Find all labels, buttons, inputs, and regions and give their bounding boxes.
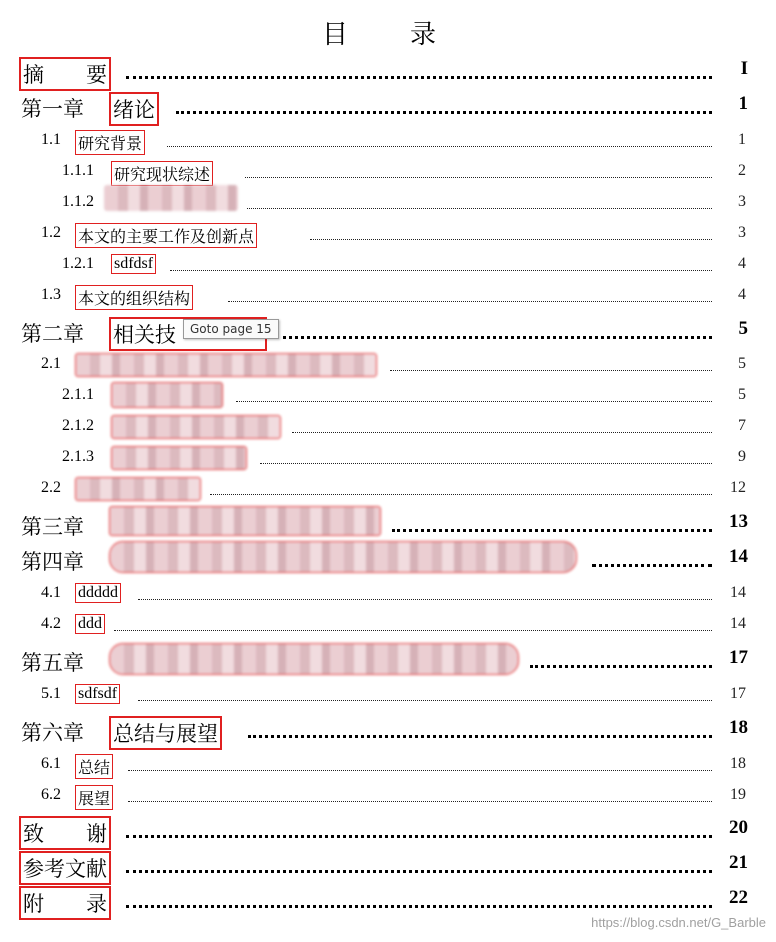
toc-link-text[interactable]: 摘 要 — [19, 57, 111, 91]
page-number: 17 — [730, 685, 746, 702]
redacted-text — [104, 185, 238, 211]
toc-entry-abstract[interactable] — [0, 57, 776, 87]
toc-link-text[interactable]: ddd — [75, 614, 105, 634]
page-number: 18 — [729, 717, 748, 738]
page-number: 19 — [730, 786, 746, 803]
toc-link-text[interactable]: 本文的组织结构 — [75, 285, 193, 310]
toc-entry-4-1[interactable] — [0, 584, 776, 614]
toc-entry-chapter-5[interactable] — [0, 646, 776, 676]
page-number: 5 — [738, 318, 748, 339]
toc-link-text[interactable]: 展望 — [75, 785, 113, 810]
page-number: 5 — [738, 386, 746, 403]
toc-entry-acknowledgements[interactable] — [0, 816, 776, 846]
dot-leader — [592, 564, 712, 567]
toc-entry-2-2[interactable] — [0, 479, 776, 509]
toc-link-text[interactable]: sdfsdf — [75, 684, 120, 704]
page-number: 14 — [730, 615, 746, 632]
page-number: 14 — [729, 546, 748, 567]
toc-entry-6-2[interactable] — [0, 786, 776, 816]
dot-leader — [114, 630, 712, 631]
section-label: 1.1.1 — [62, 162, 94, 179]
page-number: 4 — [738, 255, 746, 272]
page-number: 20 — [729, 817, 748, 838]
section-label: 1.3 — [41, 286, 61, 303]
dot-leader — [310, 239, 712, 240]
dot-leader — [236, 401, 712, 402]
toc-entry-1-2-1[interactable] — [0, 255, 776, 285]
toc-entry-1-1-2[interactable] — [0, 193, 776, 223]
page-number: 21 — [729, 852, 748, 873]
dot-leader — [530, 665, 712, 668]
redacted-text — [109, 506, 381, 536]
section-label: 2.1.1 — [62, 386, 94, 403]
page-number: 3 — [738, 224, 746, 241]
toc-link-text[interactable]: 相关技 — [109, 317, 267, 351]
section-label: 2.1.3 — [62, 448, 94, 465]
page-number: 1 — [738, 93, 748, 114]
page-number: 17 — [729, 647, 748, 668]
dot-leader — [228, 301, 712, 302]
toc-link-text[interactable]: 总结与展望 — [109, 716, 222, 750]
dot-leader — [128, 801, 712, 802]
dot-leader — [292, 432, 712, 433]
redacted-text — [109, 643, 519, 675]
dot-leader — [260, 463, 712, 464]
dot-leader — [248, 735, 712, 738]
redacted-text — [111, 382, 223, 408]
toc-entry-references[interactable] — [0, 851, 776, 881]
page-number: 5 — [738, 355, 746, 372]
redacted-text — [75, 353, 377, 377]
toc-link-text[interactable]: 研究背景 — [75, 130, 145, 155]
chapter-label: 第五章 — [21, 651, 84, 675]
toc-entry-6-1[interactable] — [0, 755, 776, 785]
page-number: 1 — [738, 131, 746, 148]
dot-leader — [138, 599, 712, 600]
section-label: 4.1 — [41, 584, 61, 601]
toc-link-text[interactable]: 研究现状综述 — [111, 161, 213, 186]
toc-entry-5-1[interactable] — [0, 685, 776, 715]
toc-entry-2-1-2[interactable] — [0, 417, 776, 447]
toc-entry-chapter-1[interactable] — [0, 92, 776, 122]
toc-link-text[interactable]: 致 谢 — [19, 816, 111, 850]
page-number: 14 — [730, 584, 746, 601]
watermark: https://blog.csdn.net/G_Barble — [591, 915, 766, 930]
toc-link-text[interactable]: 附 录 — [19, 886, 111, 920]
toc-entry-2-1-3[interactable] — [0, 448, 776, 478]
dot-leader — [176, 111, 712, 114]
section-label: 6.2 — [41, 786, 61, 803]
dot-leader — [210, 494, 712, 495]
dot-leader — [128, 770, 712, 771]
section-label: 1.1.2 — [62, 193, 94, 210]
dot-leader — [170, 270, 712, 271]
toc-link-text[interactable]: 绪论 — [109, 92, 159, 126]
page-number: 7 — [738, 417, 746, 434]
section-label: 1.1 — [41, 131, 61, 148]
section-label: 4.2 — [41, 615, 61, 632]
section-label: 1.2.1 — [62, 255, 94, 272]
toc-entry-4-2[interactable] — [0, 615, 776, 645]
redacted-text — [111, 446, 247, 470]
toc-title: 目 录 — [321, 20, 454, 50]
dot-leader — [276, 336, 712, 339]
redacted-text — [111, 415, 281, 439]
toc-entry-1-2[interactable] — [0, 224, 776, 254]
dot-leader — [167, 146, 712, 147]
chapter-label: 第三章 — [21, 515, 84, 539]
section-label: 2.1.2 — [62, 417, 94, 434]
toc-link-text[interactable]: 总结 — [75, 754, 113, 779]
section-label: 2.2 — [41, 479, 61, 496]
goto-page-tooltip: Goto page 15 — [183, 319, 279, 339]
dot-leader — [126, 76, 712, 79]
dot-leader — [247, 208, 712, 209]
toc-entry-chapter-3[interactable] — [0, 510, 776, 540]
section-label: 2.1 — [41, 355, 61, 372]
page-number: 9 — [738, 448, 746, 465]
dot-leader — [138, 700, 712, 701]
page-number: 13 — [729, 511, 748, 532]
page-number: 12 — [730, 479, 746, 496]
toc-entry-chapter-4[interactable] — [0, 545, 776, 575]
redacted-text — [75, 477, 201, 501]
dot-leader — [126, 870, 712, 873]
chapter-label: 第四章 — [21, 550, 84, 574]
toc-link-text[interactable]: ddddd — [75, 583, 121, 603]
toc-link-text[interactable]: 本文的主要工作及创新点 — [75, 223, 257, 248]
toc-entry-1-3[interactable] — [0, 286, 776, 316]
chapter-label: 第一章 — [21, 97, 84, 121]
chapter-label: 第六章 — [21, 721, 84, 745]
toc-entry-chapter-2[interactable] — [0, 317, 776, 347]
section-label: 6.1 — [41, 755, 61, 772]
toc-entry-1-1[interactable] — [0, 131, 776, 161]
page-number: 2 — [738, 162, 746, 179]
section-label: 1.2 — [41, 224, 61, 241]
dot-leader — [245, 177, 712, 178]
dot-leader — [390, 370, 712, 371]
page-number: 22 — [729, 887, 748, 908]
toc-entry-chapter-6[interactable] — [0, 716, 776, 746]
toc-entry-2-1-1[interactable] — [0, 386, 776, 416]
page-number: 4 — [738, 286, 746, 303]
dot-leader — [126, 905, 712, 908]
page-number: 3 — [738, 193, 746, 210]
dot-leader — [392, 529, 712, 532]
redacted-text — [109, 541, 577, 573]
page-number: 18 — [730, 755, 746, 772]
section-label: 5.1 — [41, 685, 61, 702]
toc-entry-2-1[interactable] — [0, 355, 776, 385]
toc-link-text[interactable]: sdfdsf — [111, 254, 156, 274]
chapter-label: 第二章 — [21, 322, 84, 346]
toc-link-text[interactable]: 参考文献 — [19, 851, 111, 885]
dot-leader — [126, 835, 712, 838]
toc-entry-appendix[interactable] — [0, 886, 776, 916]
page-number: I — [740, 58, 748, 79]
